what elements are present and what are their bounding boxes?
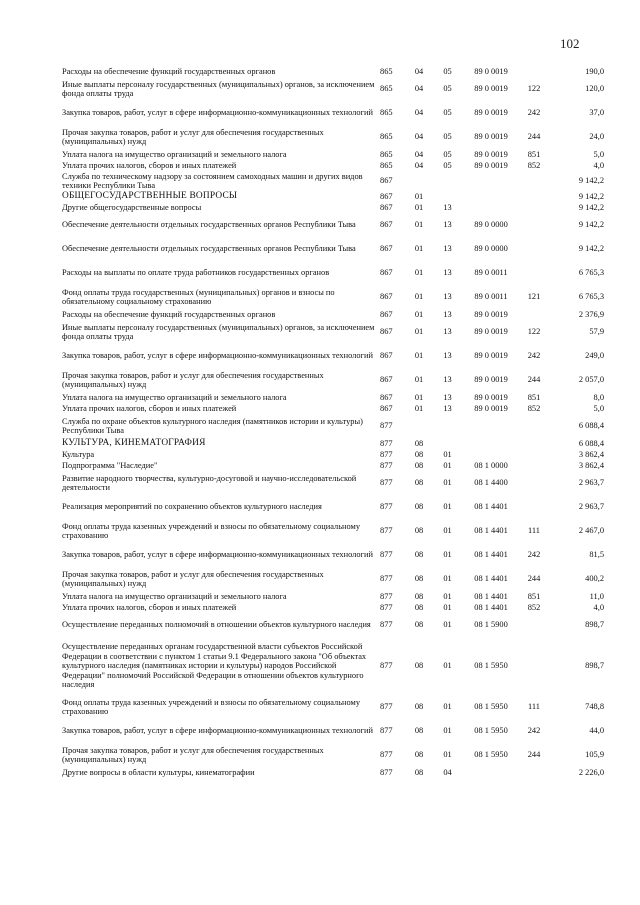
row-target-article: 08 1 4401 bbox=[474, 550, 508, 560]
row-section-code: 04 bbox=[414, 149, 424, 159]
table-row bbox=[62, 309, 604, 320]
row-ved-code: 877 bbox=[380, 702, 393, 712]
row-ved-code: 867 bbox=[380, 176, 393, 186]
row-expense-type bbox=[521, 202, 547, 213]
table-row bbox=[62, 66, 604, 77]
row-sum: 9 142,2 bbox=[578, 220, 604, 230]
row-name: Расходы на обеспечение функций государственных органов bbox=[62, 309, 276, 319]
row-target-article: 89 0 0019 bbox=[474, 149, 508, 159]
row-section-code: 08 bbox=[414, 526, 424, 536]
row-ved-code: 877 bbox=[380, 767, 393, 777]
row-sum: 4,0 bbox=[593, 602, 604, 612]
row-subsection-code: 13 bbox=[443, 327, 452, 337]
table-row bbox=[62, 695, 604, 719]
row-subsection-code: 13 bbox=[443, 403, 452, 413]
row-name: Осуществление переданных органам государственной власти субъектов Российской Федерации в соответствии с пунктом 1 статьи 9.1 Федерального закона "Об объектах культурного наследия (памятниках истории и культуры) народов Российской Федерации" полномочий Российской Федерации в отношении объектов культурного наследия bbox=[62, 642, 367, 690]
table-row bbox=[62, 567, 604, 591]
table-row bbox=[62, 743, 604, 767]
row-name: Уплата налога на имущество организаций и земельного налога bbox=[62, 392, 287, 402]
row-sum: 5,0 bbox=[593, 149, 604, 159]
row-name: Иные выплаты персоналу государственных (муниципальных) органов, за исключением фонда оплаты труда bbox=[62, 79, 375, 98]
row-sum: 5,0 bbox=[593, 403, 604, 413]
row-ved-code: 877 bbox=[380, 750, 393, 760]
row-ved-code: 867 bbox=[380, 403, 393, 413]
row-expense-type: 121 bbox=[527, 292, 541, 302]
row-name: Фонд оплаты труда казенных учреждений и взносы по обязательному социальному страхованию bbox=[62, 521, 361, 540]
row-name: Обеспечение деятельности отдельных государственных органов Республики Тыва bbox=[62, 220, 356, 230]
row-sum: 8,0 bbox=[593, 392, 604, 402]
row-sum: 37,0 bbox=[589, 108, 604, 118]
table-row bbox=[62, 403, 604, 414]
row-expense-type: 852 bbox=[527, 160, 541, 170]
row-name: Прочая закупка товаров, работ и услуг для обеспечения государственных (муниципальных) нужд bbox=[62, 745, 324, 764]
row-section-code: 01 bbox=[414, 375, 424, 385]
row-sum: 2 226,0 bbox=[578, 767, 604, 777]
row-target-article bbox=[461, 438, 521, 449]
row-target-article: 89 0 0019 bbox=[474, 84, 508, 94]
row-sum: 6 765,3 bbox=[578, 268, 604, 278]
row-target-article: 08 1 5950 bbox=[474, 661, 508, 671]
row-expense-type bbox=[521, 191, 547, 202]
table-row bbox=[62, 171, 604, 191]
table-row bbox=[62, 149, 604, 160]
row-name: Закупка товаров, работ, услуг в сфере информационно-коммуникационных технологий bbox=[62, 726, 373, 736]
table-row bbox=[62, 519, 604, 543]
row-name: Прочая закупка товаров, работ и услуг для обеспечения государственных (муниципальных) нужд bbox=[62, 370, 324, 389]
row-sum: 6 765,3 bbox=[578, 292, 604, 302]
row-subsection-code: 01 bbox=[443, 750, 452, 760]
row-subsection-code: 01 bbox=[443, 550, 452, 560]
row-name: Прочая закупка товаров, работ и услуг для обеспечения государственных (муниципальных) нужд bbox=[62, 569, 324, 588]
row-section-code: 04 bbox=[414, 66, 424, 76]
row-subsection-code: 01 bbox=[443, 661, 452, 671]
row-target-article: 89 0 0019 bbox=[474, 66, 508, 76]
row-section-code: 08 bbox=[414, 661, 424, 671]
row-target-article: 89 0 0019 bbox=[474, 392, 508, 402]
row-sum: 2 467,0 bbox=[578, 526, 604, 536]
row-name: Другие вопросы в области культуры, кинематографии bbox=[62, 767, 255, 777]
row-expense-type bbox=[521, 213, 547, 237]
row-expense-type bbox=[521, 460, 547, 471]
row-expense-type bbox=[521, 637, 547, 695]
row-expense-type: 244 bbox=[527, 750, 541, 760]
row-ved-code: 867 bbox=[380, 392, 393, 402]
row-target-article: 08 1 4401 bbox=[474, 502, 508, 512]
row-ved-code: 877 bbox=[380, 661, 393, 671]
row-subsection-code: 01 bbox=[443, 620, 452, 630]
row-ved-code: 877 bbox=[380, 726, 393, 736]
row-ved-code: 877 bbox=[380, 478, 393, 488]
row-name: Служба по техническому надзору за состоянием самоходных машин и других видов техники Республики Тыва bbox=[62, 171, 363, 190]
table-row bbox=[62, 449, 604, 460]
row-target-article: 89 0 0019 bbox=[474, 375, 508, 385]
row-section-code: 01 bbox=[414, 268, 424, 278]
row-expense-type bbox=[521, 495, 547, 519]
row-expense-type: 111 bbox=[528, 526, 540, 536]
row-target-article bbox=[461, 191, 521, 202]
row-target-article: 08 1 4401 bbox=[474, 574, 508, 584]
row-target-article bbox=[461, 202, 521, 213]
row-sum: 3 862,4 bbox=[578, 460, 604, 470]
row-name: КУЛЬТУРА, КИНЕМАТОГРАФИЯ bbox=[62, 438, 206, 449]
row-expense-type: 242 bbox=[527, 108, 541, 118]
row-subsection-code: 13 bbox=[443, 202, 452, 212]
row-sum: 81,5 bbox=[589, 550, 604, 560]
row-target-article: 08 1 5900 bbox=[474, 620, 508, 630]
row-sum: 9 142,2 bbox=[578, 176, 604, 186]
row-expense-type: 851 bbox=[527, 392, 541, 402]
row-expense-type bbox=[521, 309, 547, 320]
row-section-code: 08 bbox=[414, 502, 424, 512]
row-name: Расходы на выплаты по оплате труда работников государственных органов bbox=[62, 268, 330, 278]
row-expense-type: 111 bbox=[528, 702, 540, 712]
row-ved-code: 877 bbox=[380, 526, 393, 536]
row-subsection-code: 01 bbox=[443, 449, 452, 459]
row-target-article: 89 0 0019 bbox=[474, 108, 508, 118]
row-expense-type bbox=[521, 471, 547, 495]
row-expense-type: 242 bbox=[527, 726, 541, 736]
table-row bbox=[62, 160, 604, 171]
row-ved-code: 877 bbox=[380, 438, 393, 448]
row-name: Фонд оплаты труда государственных (муниципальных) органов и взносы по обязательному социальному страхованию bbox=[62, 287, 335, 306]
row-subsection-code: 01 bbox=[443, 726, 452, 736]
row-target-article: 08 1 4401 bbox=[474, 526, 508, 536]
row-section-code: 04 bbox=[414, 108, 424, 118]
row-target-article: 89 0 0019 bbox=[474, 309, 508, 319]
row-expense-type: 242 bbox=[527, 351, 541, 361]
row-sum: 120,0 bbox=[585, 84, 604, 94]
row-subsection-code: 01 bbox=[443, 526, 452, 536]
table-row bbox=[62, 101, 604, 125]
row-target-article: 08 1 5950 bbox=[474, 750, 508, 760]
row-sum: 9 142,2 bbox=[578, 191, 604, 201]
row-section-code: 08 bbox=[414, 550, 424, 560]
row-ved-code: 877 bbox=[380, 449, 393, 459]
row-expense-type bbox=[521, 66, 547, 77]
row-section-code: 04 bbox=[414, 132, 424, 142]
row-section-code: 01 bbox=[414, 220, 424, 230]
table-row bbox=[62, 368, 604, 392]
row-section-code: 01 bbox=[414, 327, 424, 337]
table-row bbox=[62, 285, 604, 309]
row-subsection-code: 01 bbox=[443, 602, 452, 612]
row-sum: 400,2 bbox=[585, 574, 604, 584]
row-target-article: 89 0 0019 bbox=[474, 132, 508, 142]
row-subsection-code: 05 bbox=[443, 132, 452, 142]
row-ved-code: 877 bbox=[380, 550, 393, 560]
row-subsection-code bbox=[434, 414, 461, 438]
row-target-article: 08 1 0000 bbox=[474, 460, 508, 470]
row-expense-type: 244 bbox=[527, 574, 541, 584]
row-sum: 898,7 bbox=[585, 661, 604, 671]
row-name: Уплата налога на имущество организаций и земельного налога bbox=[62, 149, 287, 159]
row-name: Развитие народного творчества, культурно-досуговой и научно-исследовательской деятельности bbox=[62, 473, 357, 492]
table-row bbox=[62, 414, 604, 438]
row-subsection-code: 05 bbox=[443, 84, 452, 94]
row-ved-code: 877 bbox=[380, 421, 393, 431]
row-ved-code: 877 bbox=[380, 620, 393, 630]
row-sum: 6 088,4 bbox=[578, 421, 604, 431]
row-ved-code: 867 bbox=[380, 191, 393, 201]
row-target-article bbox=[461, 449, 521, 460]
row-ved-code: 867 bbox=[380, 244, 393, 254]
row-ved-code: 865 bbox=[380, 160, 393, 170]
row-name: Закупка товаров, работ, услуг в сфере информационно-коммуникационных технологий bbox=[62, 550, 373, 560]
row-name: Реализация мероприятий по сохранению объектов культурного наследия bbox=[62, 502, 322, 512]
row-section-code: 08 bbox=[414, 620, 424, 630]
row-ved-code: 867 bbox=[380, 375, 393, 385]
row-name: Уплата прочих налогов, сборов и иных платежей bbox=[62, 160, 237, 170]
row-section-code: 08 bbox=[414, 574, 424, 584]
row-section-code: 01 bbox=[414, 351, 424, 361]
row-sum: 2 057,0 bbox=[578, 375, 604, 385]
row-target-article: 89 0 0019 bbox=[474, 160, 508, 170]
row-name: ОБЩЕГОСУДАРСТВЕННЫЕ ВОПРОСЫ bbox=[62, 191, 238, 202]
row-sum: 898,7 bbox=[585, 620, 604, 630]
row-ved-code: 865 bbox=[380, 149, 393, 159]
row-sum: 6 088,4 bbox=[578, 438, 604, 448]
row-target-article: 89 0 0019 bbox=[474, 327, 508, 337]
row-target-article: 08 1 4401 bbox=[474, 602, 508, 612]
row-expense-type: 851 bbox=[527, 149, 541, 159]
row-ved-code: 865 bbox=[380, 66, 393, 76]
row-subsection-code bbox=[434, 171, 461, 191]
row-section-code: 01 bbox=[414, 292, 424, 302]
row-target-article: 89 0 0011 bbox=[474, 268, 508, 278]
row-target-article: 89 0 0000 bbox=[474, 244, 508, 254]
table-row bbox=[62, 495, 604, 519]
row-expense-type: 122 bbox=[527, 84, 541, 94]
row-section-code: 08 bbox=[414, 602, 424, 612]
row-sum: 105,9 bbox=[585, 750, 604, 760]
table-row bbox=[62, 261, 604, 285]
row-section-code: 01 bbox=[414, 392, 424, 402]
row-subsection-code: 05 bbox=[443, 160, 452, 170]
row-sum: 2 376,9 bbox=[578, 309, 604, 319]
row-name: Культура bbox=[62, 449, 95, 459]
table-row bbox=[62, 637, 604, 695]
row-section-code: 08 bbox=[414, 767, 424, 777]
row-ved-code: 865 bbox=[380, 132, 393, 142]
row-ved-code: 877 bbox=[380, 502, 393, 512]
row-ved-code: 865 bbox=[380, 108, 393, 118]
row-name: Фонд оплаты труда казенных учреждений и взносы по обязательному социальному страхованию bbox=[62, 697, 361, 716]
row-expense-type: 852 bbox=[527, 403, 541, 413]
row-section-code: 08 bbox=[414, 449, 424, 459]
row-ved-code: 867 bbox=[380, 292, 393, 302]
row-name: Уплата прочих налогов, сборов и иных платежей bbox=[62, 403, 237, 413]
row-sum: 24,0 bbox=[589, 132, 604, 142]
row-subsection-code: 01 bbox=[443, 478, 452, 488]
row-name: Иные выплаты персоналу государственных (муниципальных) органов, за исключением фонда оплаты труда bbox=[62, 322, 375, 341]
budget-table bbox=[62, 66, 604, 778]
row-subsection-code: 04 bbox=[443, 767, 452, 777]
row-section-code: 01 bbox=[414, 191, 424, 201]
table-row bbox=[62, 602, 604, 613]
row-section-code: 01 bbox=[414, 244, 424, 254]
table-row bbox=[62, 344, 604, 368]
row-section-code: 08 bbox=[414, 726, 424, 736]
row-ved-code: 867 bbox=[380, 202, 393, 212]
row-section-code: 08 bbox=[414, 702, 424, 712]
row-subsection-code bbox=[434, 438, 461, 449]
row-sum: 9 142,2 bbox=[578, 244, 604, 254]
row-section-code bbox=[404, 171, 434, 191]
row-subsection-code: 13 bbox=[443, 392, 452, 402]
row-expense-type bbox=[521, 414, 547, 438]
table-row bbox=[62, 767, 604, 778]
row-expense-type: 242 bbox=[527, 550, 541, 560]
row-ved-code: 867 bbox=[380, 327, 393, 337]
table-row bbox=[62, 125, 604, 149]
row-name: Обеспечение деятельности отдельных государственных органов Республики Тыва bbox=[62, 244, 356, 254]
row-expense-type: 852 bbox=[527, 602, 541, 612]
table-row bbox=[62, 202, 604, 213]
row-name: Прочая закупка товаров, работ и услуг для обеспечения государственных (муниципальных) нужд bbox=[62, 127, 324, 146]
table-row bbox=[62, 591, 604, 602]
row-target-article bbox=[461, 171, 521, 191]
row-name: Уплата прочих налогов, сборов и иных платежей bbox=[62, 602, 237, 612]
row-expense-type bbox=[521, 438, 547, 449]
row-expense-type bbox=[521, 613, 547, 637]
row-subsection-code: 01 bbox=[443, 502, 452, 512]
row-ved-code: 867 bbox=[380, 220, 393, 230]
row-subsection-code: 01 bbox=[443, 574, 452, 584]
row-section-code: 08 bbox=[414, 438, 424, 448]
row-sum: 2 963,7 bbox=[578, 478, 604, 488]
table-row bbox=[62, 392, 604, 403]
row-ved-code: 877 bbox=[380, 574, 393, 584]
row-subsection-code: 13 bbox=[443, 220, 452, 230]
row-subsection-code: 01 bbox=[443, 702, 452, 712]
row-sum: 249,0 bbox=[585, 351, 604, 361]
row-section-code: 01 bbox=[414, 202, 424, 212]
row-name: Осуществление переданных полномочий в отношении объектов культурного наследия bbox=[62, 620, 371, 630]
row-section-code bbox=[404, 414, 434, 438]
table-row bbox=[62, 213, 604, 237]
row-target-article: 08 1 4400 bbox=[474, 478, 508, 488]
row-subsection-code: 13 bbox=[443, 375, 452, 385]
row-sum: 57,9 bbox=[589, 327, 604, 337]
row-section-code: 08 bbox=[414, 750, 424, 760]
row-section-code: 04 bbox=[414, 84, 424, 94]
table-row bbox=[62, 77, 604, 101]
row-expense-type bbox=[521, 237, 547, 261]
row-expense-type: 244 bbox=[527, 132, 541, 142]
row-name: Закупка товаров, работ, услуг в сфере информационно-коммуникационных технологий bbox=[62, 351, 373, 361]
row-sum: 44,0 bbox=[589, 726, 604, 736]
row-section-code: 08 bbox=[414, 591, 424, 601]
table-row bbox=[62, 543, 604, 567]
row-sum: 3 862,4 bbox=[578, 449, 604, 459]
row-section-code: 04 bbox=[414, 160, 424, 170]
row-expense-type bbox=[521, 261, 547, 285]
row-sum: 190,0 bbox=[585, 66, 604, 76]
row-name: Подпрограмма "Наследие" bbox=[62, 460, 158, 470]
table-row bbox=[62, 237, 604, 261]
row-target-article: 08 1 5950 bbox=[474, 702, 508, 712]
row-subsection-code: 05 bbox=[443, 149, 452, 159]
row-target-article: 89 0 0011 bbox=[474, 292, 508, 302]
row-subsection-code: 13 bbox=[443, 244, 452, 254]
row-target-article: 08 1 4401 bbox=[474, 591, 508, 601]
row-sum: 2 963,7 bbox=[578, 502, 604, 512]
page-number: 102 bbox=[560, 36, 580, 51]
row-name: Служба по охране объектов культурного наследия (памятников истории и культуры) Республики Тыва bbox=[62, 416, 363, 435]
row-subsection-code: 01 bbox=[443, 591, 452, 601]
table-row bbox=[62, 719, 604, 743]
row-subsection-code: 05 bbox=[443, 66, 452, 76]
row-subsection-code: 01 bbox=[443, 460, 452, 470]
row-expense-type bbox=[521, 767, 547, 778]
row-expense-type bbox=[521, 449, 547, 460]
row-expense-type: 851 bbox=[527, 591, 541, 601]
row-target-article: 89 0 0000 bbox=[474, 220, 508, 230]
row-name: Расходы на обеспечение функций государственных органов bbox=[62, 66, 276, 76]
row-expense-type bbox=[521, 171, 547, 191]
row-sum: 9 142,2 bbox=[578, 202, 604, 212]
table-row bbox=[62, 613, 604, 637]
row-section-code: 01 bbox=[414, 403, 424, 413]
table-row bbox=[62, 320, 604, 344]
row-subsection-code: 13 bbox=[443, 292, 452, 302]
row-expense-type: 244 bbox=[527, 375, 541, 385]
budget-table-body bbox=[62, 66, 604, 778]
row-subsection-code: 13 bbox=[443, 268, 452, 278]
row-subsection-code bbox=[434, 191, 461, 202]
table-row bbox=[62, 438, 604, 449]
row-section-code: 01 bbox=[414, 309, 424, 319]
table-row bbox=[62, 191, 604, 202]
table-row bbox=[62, 460, 604, 471]
row-target-article: 89 0 0019 bbox=[474, 403, 508, 413]
row-sum: 11,0 bbox=[589, 591, 604, 601]
row-ved-code: 865 bbox=[380, 84, 393, 94]
row-target-article: 08 1 5950 bbox=[474, 726, 508, 736]
row-target-article: 89 0 0019 bbox=[474, 351, 508, 361]
row-target-article bbox=[461, 767, 521, 778]
row-ved-code: 877 bbox=[380, 591, 393, 601]
row-ved-code: 877 bbox=[380, 460, 393, 470]
row-section-code: 08 bbox=[414, 460, 424, 470]
row-subsection-code: 13 bbox=[443, 309, 452, 319]
row-name: Уплата налога на имущество организаций и земельного налога bbox=[62, 591, 287, 601]
row-ved-code: 867 bbox=[380, 268, 393, 278]
row-section-code: 08 bbox=[414, 478, 424, 488]
row-target-article bbox=[461, 414, 521, 438]
row-expense-type: 122 bbox=[527, 327, 541, 337]
row-name: Другие общегосударственные вопросы bbox=[62, 202, 202, 212]
row-name: Закупка товаров, работ, услуг в сфере информационно-коммуникационных технологий bbox=[62, 108, 373, 118]
row-subsection-code: 13 bbox=[443, 351, 452, 361]
row-ved-code: 867 bbox=[380, 351, 393, 361]
row-sum: 4,0 bbox=[593, 160, 604, 170]
row-ved-code: 867 bbox=[380, 309, 393, 319]
row-subsection-code: 05 bbox=[443, 108, 452, 118]
row-sum: 748,8 bbox=[585, 702, 604, 712]
row-ved-code: 877 bbox=[380, 602, 393, 612]
table-row bbox=[62, 471, 604, 495]
